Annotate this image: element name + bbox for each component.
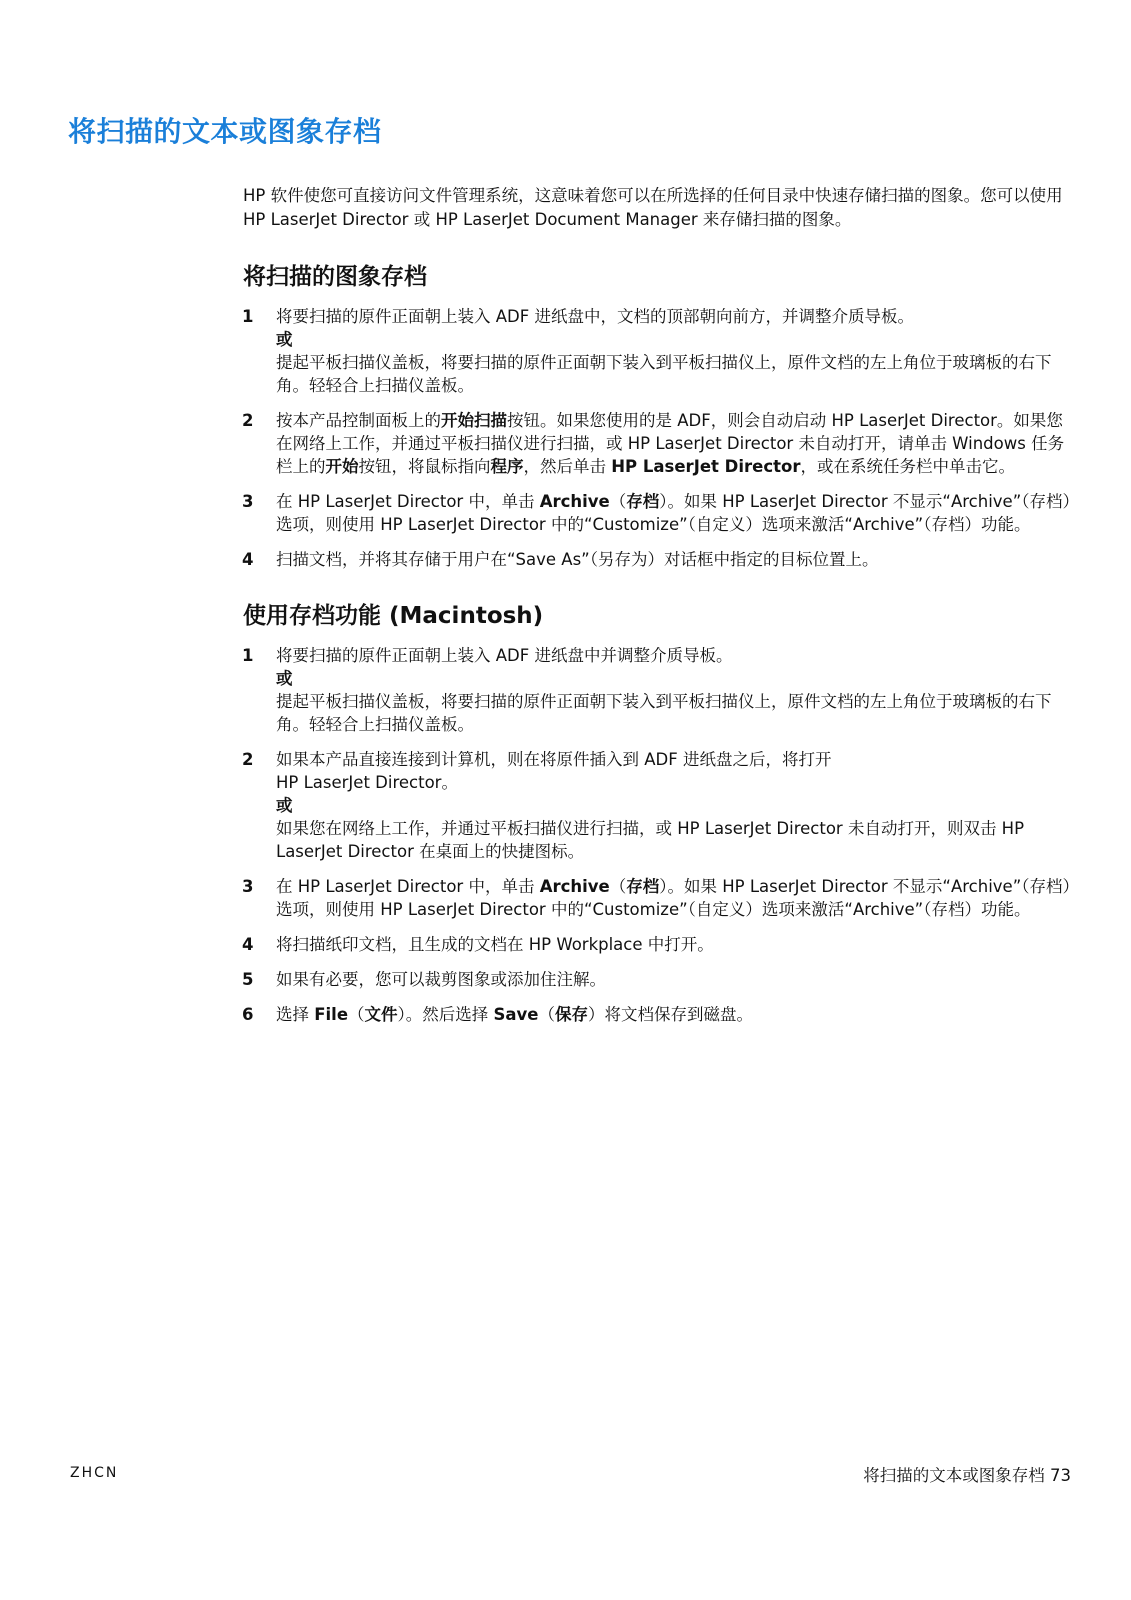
bold-term: 文件 bbox=[364, 1005, 398, 1024]
step-text: 按本产品控制面板上的开始扫描按钮。如果您使用的是 ADF，则会自动启动 HP LaserJet Director。如果您在网络上工作，并通过平板扫描仪进行扫描，或 HP LaserJet Director 未自动打开，请单击 Windows 任务栏上的开始按钮，将鼠标指向程序，然后单击 HP LaserJet Director，或在系统任务栏中单击它。 bbox=[276, 411, 1065, 476]
steps-list-macintosh bbox=[243, 644, 1071, 1026]
step-text: 扫描文档，并将其存储于用户在“Save As”（另存为）对话框中指定的目标位置上。 bbox=[276, 550, 879, 569]
step-body bbox=[276, 490, 1071, 536]
step-number: 2 bbox=[242, 750, 254, 769]
step-2 bbox=[243, 409, 1071, 478]
bold-term: 存档 bbox=[626, 492, 660, 511]
step-number: 4 bbox=[242, 550, 254, 569]
main-content bbox=[243, 184, 1071, 1052]
section-title-macintosh: 使用存档功能 (Macintosh) bbox=[243, 603, 544, 629]
step-text: 选择 File（文件）。然后选择 Save（保存）将文档保存到磁盘。 bbox=[276, 1005, 753, 1024]
step-4 bbox=[243, 548, 1071, 571]
bold-term: 保存 bbox=[555, 1005, 588, 1024]
bold-term: 程序 bbox=[490, 457, 524, 476]
step-text: 将扫描纸印文档，且生成的文档在 HP Workplace 中打开。 bbox=[276, 935, 714, 954]
step-body bbox=[276, 409, 1071, 478]
step-number: 6 bbox=[242, 1005, 254, 1024]
step-text: 提起平板扫描仪盖板，将要扫描的原件正面朝下装入到平板扫描仪上，原件文档的左上角位于玻璃板的右下角。轻轻合上扫描仪盖板。 bbox=[276, 692, 1052, 734]
step-number: 2 bbox=[242, 411, 254, 430]
bold-term: Archive bbox=[539, 877, 610, 896]
step-text: 如果您在网络上工作，并通过平板扫描仪进行扫描，或 HP LaserJet Director 未自动打开，则双击 HP LaserJet Director 在桌面上的快捷图标。 bbox=[276, 819, 1025, 861]
step-4 bbox=[243, 933, 1071, 956]
section-title-archive-images: 将扫描的图象存档 bbox=[243, 264, 427, 290]
bold-term: Save bbox=[493, 1005, 539, 1024]
step-text: 将要扫描的原件正面朝上装入 ADF 进纸盘中并调整介质导板。 bbox=[276, 646, 733, 665]
footer-locale: ZHCN bbox=[70, 1465, 119, 1481]
step-body bbox=[276, 305, 1071, 397]
step-body bbox=[276, 933, 1071, 956]
footer-page-label: 将扫描的文本或图象存档 73 bbox=[863, 1466, 1071, 1485]
step-3 bbox=[243, 490, 1071, 536]
step-body bbox=[276, 644, 1071, 736]
or-label: 或 bbox=[276, 669, 293, 688]
step-body bbox=[276, 548, 1071, 571]
step-1 bbox=[243, 644, 1071, 736]
step-text: 如果有必要，您可以裁剪图象或添加住注解。 bbox=[276, 970, 606, 989]
step-body bbox=[276, 968, 1071, 991]
step-body bbox=[276, 1003, 1071, 1026]
bold-term: Archive bbox=[539, 492, 610, 511]
step-text: 在 HP LaserJet Director 中，单击 Archive（存档）。如果 HP LaserJet Director 不显示“Archive”（存档）选项，则使用 HP LaserJet Director 中的“Customize”（自定义）选项来激活“Archive”（存档）功能。 bbox=[276, 877, 1071, 919]
step-5 bbox=[243, 968, 1071, 991]
bold-term: HP LaserJet Director bbox=[611, 457, 801, 476]
step-1 bbox=[243, 305, 1071, 397]
bold-term: 存档 bbox=[626, 877, 660, 896]
intro-paragraph: HP 软件使您可直接访问文件管理系统，这意味着您可以在所选择的任何目录中快速存储扫描的图象。您可以使用 HP LaserJet Director 或 HP LaserJet Document Manager 来存储扫描的图象。 bbox=[243, 186, 1063, 229]
step-6 bbox=[243, 1003, 1071, 1026]
step-2 bbox=[243, 748, 1071, 863]
step-body bbox=[276, 875, 1071, 921]
step-3 bbox=[243, 875, 1071, 921]
page-title: 将扫描的文本或图象存档 bbox=[68, 115, 382, 148]
step-text: 提起平板扫描仪盖板，将要扫描的原件正面朝下装入到平板扫描仪上，原件文档的左上角位于玻璃板的右下角。轻轻合上扫描仪盖板。 bbox=[276, 353, 1052, 395]
bold-term: 开始扫描 bbox=[441, 411, 507, 430]
step-body bbox=[276, 748, 1071, 863]
bold-term: 开始 bbox=[325, 457, 359, 476]
step-number: 5 bbox=[242, 970, 254, 989]
step-text: 在 HP LaserJet Director 中，单击 Archive（存档）。如果 HP LaserJet Director 不显示“Archive”（存档）选项，则使用 HP LaserJet Director 中的“Customize”（自定义）选项来激活“Archive”（存档）功能。 bbox=[276, 492, 1071, 534]
step-text: 将要扫描的原件正面朝上装入 ADF 进纸盘中，文档的顶部朝向前方，并调整介质导板。 bbox=[276, 307, 914, 326]
step-text: 如果本产品直接连接到计算机，则在将原件插入到 ADF 进纸盘之后，将打开 bbox=[276, 750, 832, 769]
step-number: 3 bbox=[242, 492, 254, 511]
steps-list-archive-images bbox=[243, 305, 1071, 571]
step-text: HP LaserJet Director。 bbox=[276, 773, 458, 792]
step-number: 3 bbox=[242, 877, 254, 896]
step-number: 4 bbox=[242, 935, 254, 954]
bold-term: File bbox=[314, 1005, 349, 1024]
step-number: 1 bbox=[242, 646, 254, 665]
step-number: 1 bbox=[242, 307, 254, 326]
or-label: 或 bbox=[276, 330, 293, 349]
or-label: 或 bbox=[276, 796, 293, 815]
